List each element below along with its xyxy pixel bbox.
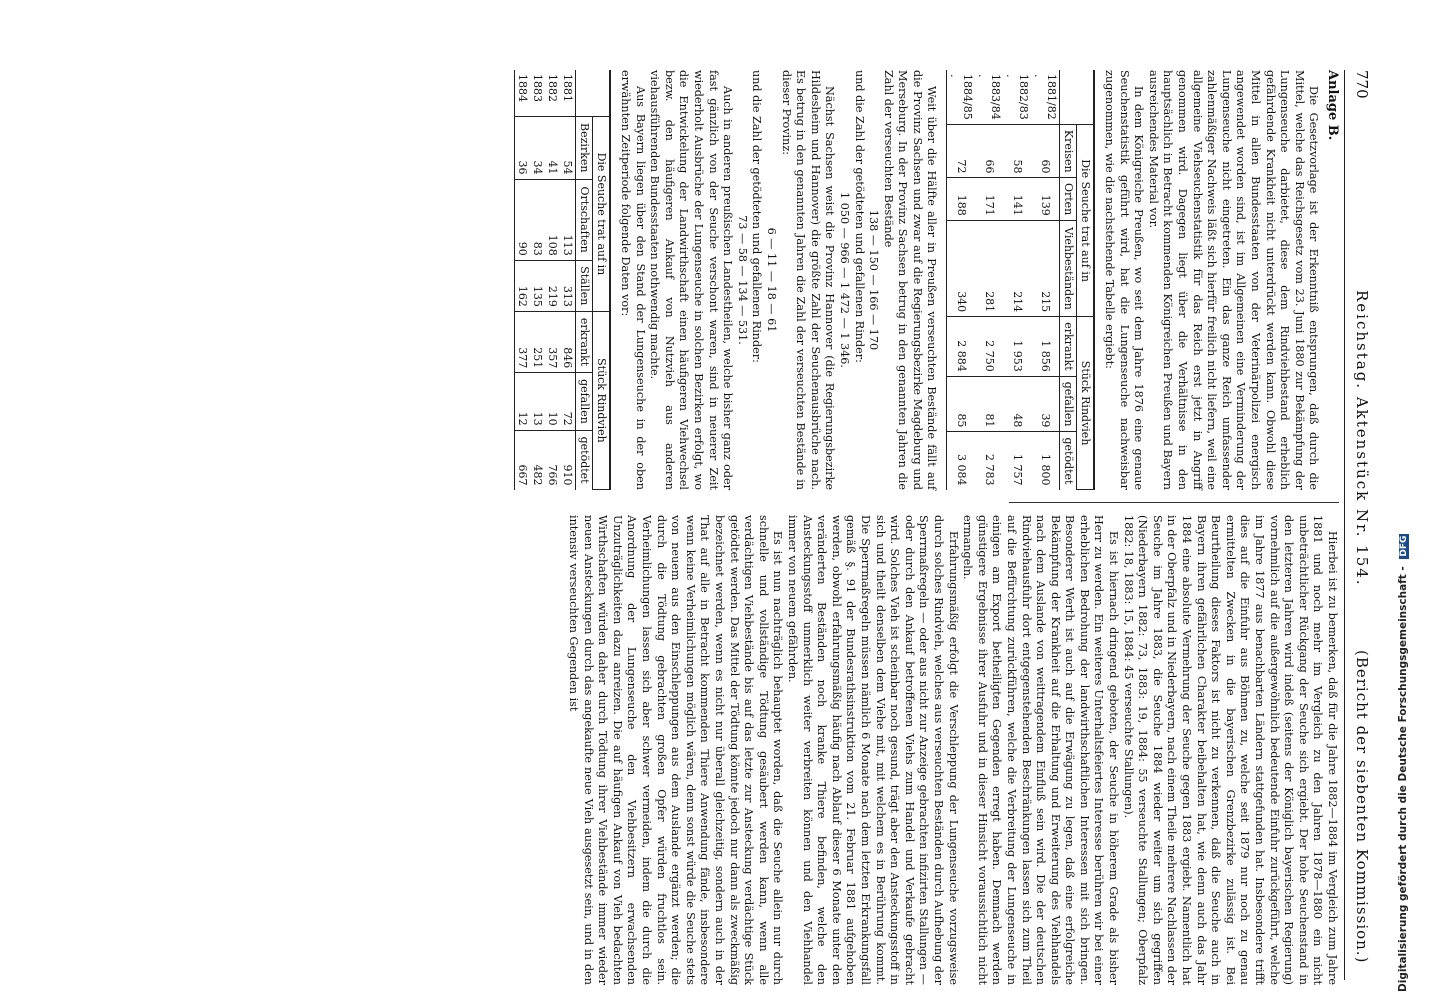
table-group-header: Stück Rindvieh bbox=[593, 311, 611, 489]
paragraph: Erfahrungsmäßig erfolgt die Verschleppung der Lungenseuche vorzugsweise durch solches Rindvieh, welches aus verseuchten Beständen durch Aufhebung der Sperrmaßregeln — oder aus nicht zur Anzeige gebrachten infizirten Stallungen — oder durch den Ankauf betroffenen Viehs zum Handel und Verkaufe gebracht wird. Solches Vieh ist scheinbar noch gesund, trägt aber den Ansteckungsstoff in sich und theilt denselben dem Viehe mit, mit welchem es in Berührung kommt. Die Sperrmaßregeln müssen nämlich 6 Monate nach dem letzten Erkrankungsfall gemäß §. 91 der Bundesrathsinstruktion vom 21. Februar 1881 aufgehoben werden, obwohl erfahrungsmäßig häufig nach Ablauf dieser 6 Monate unter den veränderten Beständen noch kranke Thiere befinden, welche den Ansteckungsstoff unmerklich weiter verbreiten können und den Viehhandel immer von neuem gefährden. bbox=[786, 515, 960, 985]
table-cell: 1884 bbox=[515, 70, 531, 117]
table-group-header: Die Seuche trat auf in bbox=[1077, 125, 1095, 317]
table-cell: 54 bbox=[560, 117, 576, 180]
table-row bbox=[545, 70, 560, 490]
table-cell: 1882/83 . bbox=[1004, 70, 1032, 125]
table-cell: 135 bbox=[530, 260, 545, 311]
table-cell: 171 bbox=[976, 178, 1004, 220]
table-row bbox=[947, 70, 976, 490]
column-header: Orten bbox=[1060, 178, 1077, 220]
table-cell: 188 bbox=[947, 178, 976, 220]
table-cell: 377 bbox=[515, 311, 531, 372]
table-cell: 72 bbox=[947, 125, 976, 178]
header-rule bbox=[1344, 70, 1345, 980]
column-header: gefallen bbox=[576, 373, 593, 430]
table-cell: 357 bbox=[545, 311, 560, 372]
table-cell: 1881/82 . bbox=[1032, 70, 1061, 125]
paragraph: Es ist hiernach dringend geboten, der Seuche in höherem Grade als bisher Herr zu werden. Ein weiteres Unterhaltsfeiertes Interesse berühren wir bei einer erheblichen Bedrohung der landwirthschaftlichen Interessen mit sich bringen. Besonderer Werth ist auch auf die Erwägung zu legen, daß eine erfolgreiche Bekämpfung der Krankheit auf die Erhaltung und Erweiterung des Viehhandels nach dem Auslande von weittragendem Einfluß sein wird. Die der deutschen Rindviehausfuhr dort entgegenstehenden Beschränkungen lassen sich zum Theil auf die Befürchtung zurückführen, welche die Verbreitung der Lungenseuche in einigen am Export betheiligten Gegenden erregt haben. Demnach werden günstigere Ergebnisse ihrer Ausfuhr und in dieser Hinsicht voraussichtlich nicht ermangeln. bbox=[961, 515, 1121, 985]
table-cell: 1883/84 . bbox=[976, 70, 1004, 125]
column-header: erkrankt bbox=[576, 311, 593, 372]
year-header bbox=[576, 70, 611, 117]
table-cell: 340 bbox=[947, 220, 976, 316]
table-cell: 34 bbox=[530, 117, 545, 180]
year-header bbox=[1060, 70, 1095, 125]
table-row bbox=[560, 70, 576, 490]
table-cell: 251 bbox=[530, 311, 545, 372]
number-series: 138 — 150 — 166 — 170 bbox=[867, 209, 881, 351]
column-header: erkrankt bbox=[1060, 317, 1077, 377]
table-cell: 141 bbox=[1004, 178, 1032, 220]
column-divider bbox=[1009, 502, 1339, 503]
table-cell: 1 757 bbox=[1004, 432, 1032, 490]
table-cell: 3 084 bbox=[947, 432, 976, 490]
table-cell: 214 bbox=[1004, 220, 1032, 316]
table-cell: 36 bbox=[515, 117, 531, 180]
number-series: 73 — 58 — 134 — 531. bbox=[735, 215, 749, 345]
table-cell: 482 bbox=[530, 430, 545, 489]
table-cell: 10 bbox=[545, 373, 560, 430]
table-cell: 13 bbox=[530, 373, 545, 430]
running-title: Reichstag. Aktenstück Nr. 154. bbox=[1353, 290, 1371, 587]
column-header: getödtet bbox=[576, 430, 593, 489]
table-cell: 1881 bbox=[560, 70, 576, 117]
table-cell: 1884/85 . bbox=[947, 70, 976, 125]
paragraph: In dem Königreiche Preußen, wo seit dem Jahre 1876 eine genaue Seuchenstatistik geführt wird, hat die Lungenseuche nachweisbar zugenommen, wie die nachstehende Tabelle ergiebt: bbox=[1103, 70, 1146, 490]
right-column bbox=[567, 515, 1339, 985]
table-cell: 1 856 bbox=[1032, 317, 1061, 377]
table-cell: 12 bbox=[515, 373, 531, 430]
table-cell: 2 783 bbox=[976, 432, 1004, 490]
column-header: Ortschaften bbox=[576, 179, 593, 260]
digitization-credit bbox=[1397, 534, 1409, 992]
table-cell: 910 bbox=[560, 430, 576, 489]
number-series: 6 — 11 — 18 — 61 bbox=[764, 227, 778, 333]
table-cell: 1883 bbox=[530, 70, 545, 117]
table-cell: 113 bbox=[560, 179, 576, 260]
table-cell: 667 bbox=[515, 430, 531, 489]
table-cell: 162 bbox=[515, 260, 531, 311]
table-cell: 766 bbox=[545, 430, 560, 489]
table-row bbox=[515, 70, 531, 490]
column-header: Kreisen bbox=[1060, 125, 1077, 178]
running-subtitle: (Bericht der siebenten Kommission.) bbox=[1353, 650, 1371, 964]
credit-text: Digitalisierung gefördert durch die Deutsche Forschungsgemeinschaft - bbox=[1397, 562, 1409, 992]
left-column bbox=[516, 70, 1340, 490]
table-cell: 90 bbox=[515, 179, 531, 260]
table-row bbox=[530, 70, 545, 490]
table-group-header: Die Seuche trat auf in bbox=[593, 117, 611, 312]
table-cell: 108 bbox=[545, 179, 560, 260]
paragraph: Es ist nun nachträglich behauptet worden, daß die Seuche allein nur durch schnelle und vollständige Tödtung gesäubert werden kann, wenn alle verdächtigen Viehbestände bis auf das letzte zur Ansteckung verdächtige Stück getödtet werden. Das Mittel der Tödtung könnte jedoch nur dann als zweckmäßig bezeichnet werden, wenn es nicht nur überall gleichzeitig, sondern auch in der That auf alle in Betracht kommenden Thiere Anwendung fände, insbesondere wenn keine Verheimlichungen möglich wären, denn sonst würde die Seuche stets von neuem aus den Einschleppungen aus dem Auslande ergänzt werden; die durch die Tödtung gebrachten großen Opfer würden fruchtlos sein. Verheimlichungen lassen sich aber schwer vermeiden, indem die durch die Anordnung der Lungenseuche den Viehbesitzern erwachsenden Unzuträglichkeiten dazu anreizen. Die auf häufigen Ankauf von Vieh bedachten Wirthschaften würden daher durch Tödtung ihrer Viehbestände immer wieder neuen Ansteckungen durch das angekaufte neue Vieh ausgesetzt sein, und in den intensiv verseuchten Gegenden ist bbox=[567, 515, 785, 985]
table-cell: 2 884 bbox=[947, 317, 976, 377]
paragraph: und die Zahl der getödteten und gefallenen Rinder: bbox=[852, 70, 866, 363]
table-cell: 41 bbox=[545, 117, 560, 180]
table-group-header: Stück Rindvieh bbox=[1077, 317, 1095, 490]
table-cell: 1882 bbox=[545, 70, 560, 117]
table-cell: 1 953 bbox=[1004, 317, 1032, 377]
column-header: Bezirken bbox=[576, 117, 593, 180]
table-cell: 48 bbox=[1004, 376, 1032, 432]
table-cell: 219 bbox=[545, 260, 560, 311]
bavaria-table bbox=[514, 70, 611, 490]
paragraph: Nächst Sachsen weist die Provinz Hannover (die Regierungsbezirke Hildesheim und Hannover) die größte Zahl der Seuchenausbrüche nach. Es betrug in den genannten Jahren die Zahl der verseuchten Bestände in dieser Provinz: bbox=[779, 70, 837, 490]
table-cell: 1 800 bbox=[1032, 432, 1061, 490]
column-header: Viehbeständen bbox=[1060, 220, 1077, 316]
prussia-table bbox=[947, 70, 1096, 490]
paragraph: Die Gesetzvorlage ist der Erkenntniß entsprungen, daß durch die Mittel, welche das Reichsgesetz vom 23. Juni 1880 zur Bekämpfung der Lungenseuche darbietet, diese dem Rindviehbestand erheblich gefährdende Krankheit nicht unterdrückt werden kann. Obwohl diese Mittel in allen Bundesstaaten von der Veterinärpolizei energisch angewendet worden sind, ist im Allgemeinen eine Verminderung der Lungenseuche nicht eingetreten. Ein das ganze Reich umfassender zahlenmäßiger Nachweis läßt sich hierfür freilich nicht liefern, weil eine allgemeine Viehseuchenstatistik für das Reich erst jetzt in Angriff genommen wird. Dagegen liegt über die Verhältnisse in den hauptsächlich in Betracht kommenden Königreichen Preußen und Bayern ausreichendes Material vor. bbox=[1146, 70, 1321, 490]
page-number: 770 bbox=[1353, 70, 1371, 99]
table-cell: 281 bbox=[976, 220, 1004, 316]
paragraph: Weit über die Hälfte aller in Preußen verseuchten Bestände fällt auf die Provinz Sachsen und zwar auf die Regierungsbezirke Magdeburg und Merseburg. In der Provinz Sachsen betrug in den genannten Jahren die Zahl der verseuchten Bestände bbox=[881, 70, 939, 490]
paragraph: Aus Bayern liegen über den Stand der Lungenseuche in der oben erwähnten Zeitperiode folgende Daten vor: bbox=[619, 70, 647, 490]
annex-heading: Anlage B. bbox=[1325, 70, 1340, 141]
table-cell: 81 bbox=[976, 376, 1004, 432]
table-cell: 313 bbox=[560, 260, 576, 311]
column-header: getödtet bbox=[1060, 432, 1077, 490]
column-header: gefallen bbox=[1060, 376, 1077, 432]
table-cell: 215 bbox=[1032, 220, 1061, 316]
paragraph: Hierbei ist zu bemerken, daß für die Jahre 1882—1884 im Vergleich zum Jahre 1881 und noch mehr im Vergleich zu den Jahren 1878—1880 ein nicht unbeträchtlicher Rückgang der Seuche sich ergiebt. Der hohe Seuchenstand in den letzteren Jahren wird indeß (seitens der Königlich bayerischen Regierung) vornehmlich auf die außergewöhnlich bedeutende Einfuhr zurückgeführt, welche im Jahre 1877 aus benachbarten Ländern stattgefunden hat. Insbesondere trifft dies auf die Einfuhr aus Böhmen zu, welche seit 1879 nur noch zu genau ermittelten Zwecken in die bayerischen Grenzbezirke zulässig ist. Bei Beurtheilung dieses Faktors ist nicht zu verkennen, daß die Seuche auch in Bayern ihren gefährlichen Charakter beibehalten hat, wie denn auch das Jahr 1884 eine absolute Vermehrung der Seuche gegen 1883 ergiebt. Namentlich hat in der Oberpfalz und in Niederbayern, nach einem Theile mehrere Nachlassen der Seuche im Jahre 1883, die Seuche 1884 wieder weiter um sich gegriffen (Niederbayern 1882: 73, 1883: 19, 1884: 55 verseuchte Stallungen; Oberpfalz 1882: 18, 1883: 15, 1884: 45 verseuchte Stallungen). bbox=[1121, 515, 1339, 985]
dfg-logo: DFG bbox=[1399, 535, 1409, 557]
table-row bbox=[976, 70, 1004, 490]
number-series: 1 050 — 966 — 1 472 — 1 346. bbox=[837, 192, 851, 368]
table-row bbox=[1032, 70, 1061, 490]
column-header: Ställen bbox=[576, 260, 593, 311]
table-cell: 83 bbox=[530, 179, 545, 260]
table-row bbox=[1004, 70, 1032, 490]
table-cell: 66 bbox=[976, 125, 1004, 178]
table-cell: 60 bbox=[1032, 125, 1061, 178]
table-cell: 846 bbox=[560, 311, 576, 372]
table-cell: 58 bbox=[1004, 125, 1032, 178]
paragraph: Auch in anderen preußischen Landestheilen, welche bisher ganz oder fast gänzlich von der Seuche verschont waren, sind in neuerer Zeit wiederholt Ausbrüche der Lungenseuche in solchen Bezirken erfolgt, wo die Entwickelung der Landwirthschaft einen häufigeren Viehwechsel bezw. den häufigeren Ankauf von Nutzvieh aus anderen viehausführenden Bundesstaaten nothwendig machte. bbox=[648, 70, 735, 490]
table-cell: 39 bbox=[1032, 376, 1061, 432]
table-cell: 72 bbox=[560, 373, 576, 430]
paragraph: und die Zahl der getödteten und gefallenen Rinder: bbox=[750, 70, 764, 363]
table-cell: 139 bbox=[1032, 178, 1061, 220]
table-cell: 2 750 bbox=[976, 317, 1004, 377]
table-cell: 85 bbox=[947, 376, 976, 432]
digitization-strip bbox=[1395, 0, 1432, 1000]
